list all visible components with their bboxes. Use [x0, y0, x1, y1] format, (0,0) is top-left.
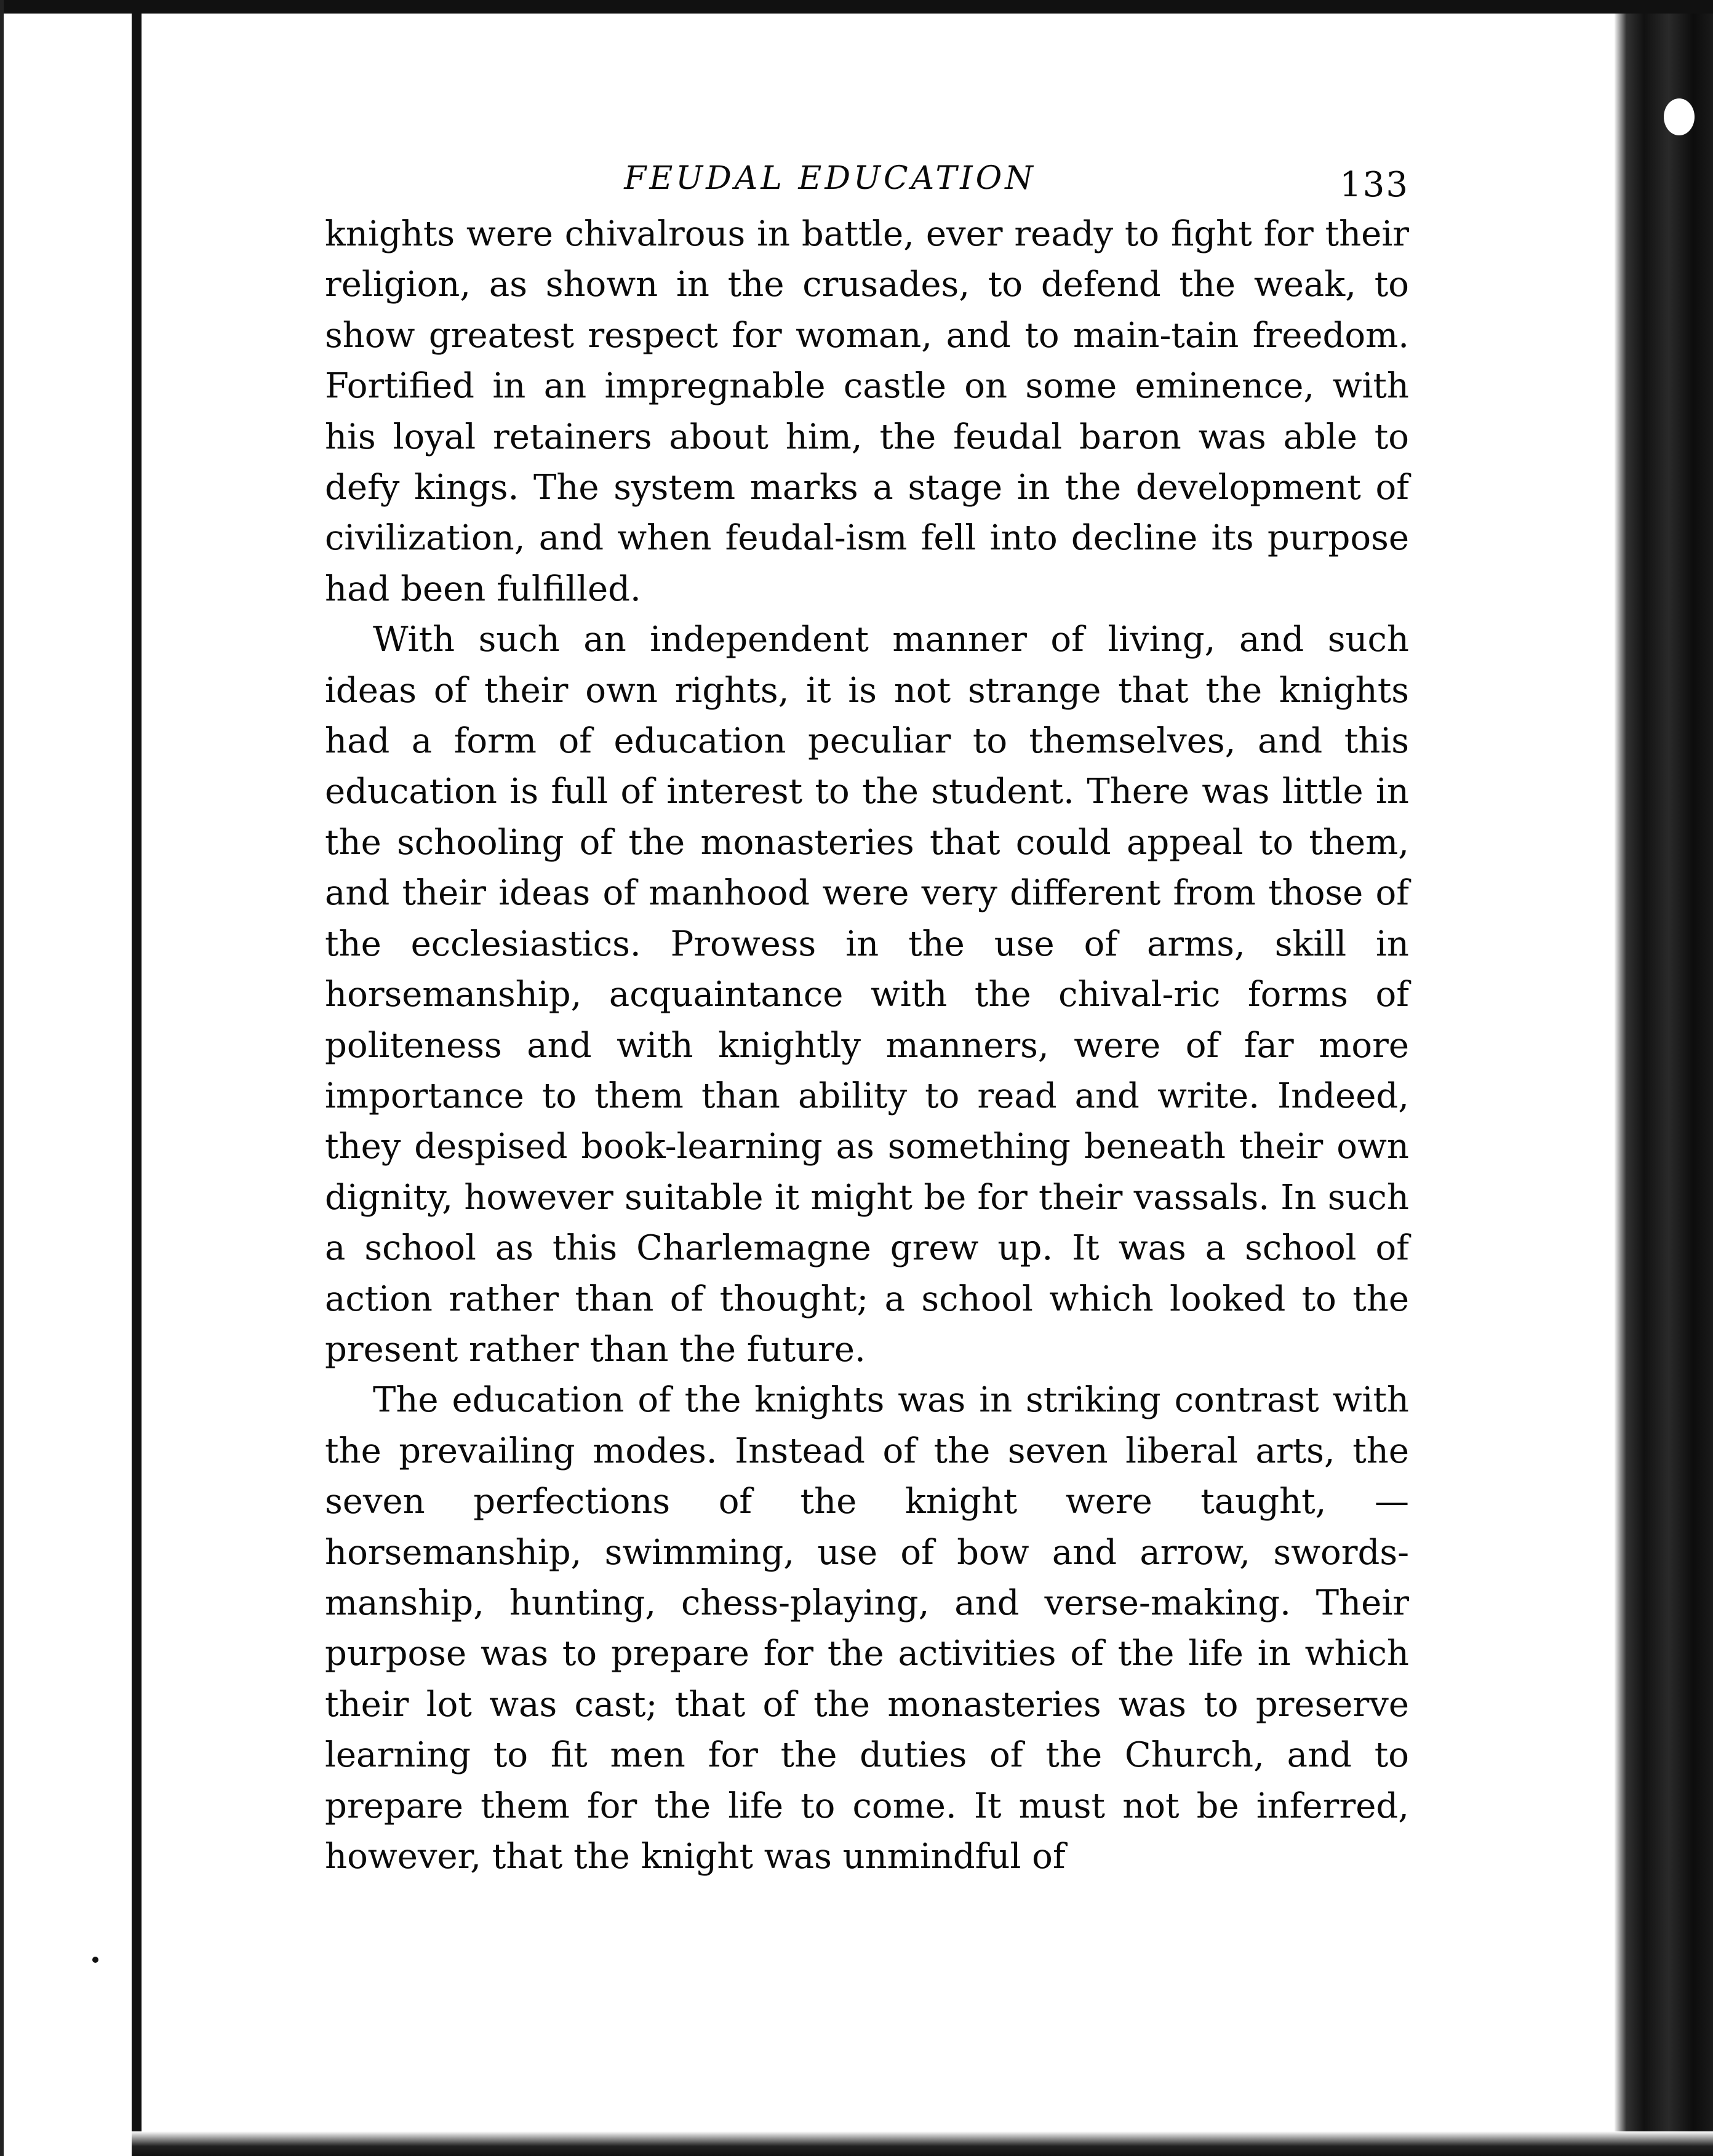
scan-binding-line [132, 0, 142, 2156]
scan-hole-mark [1664, 98, 1695, 135]
running-title: FEUDAL EDUCATION [624, 160, 1036, 197]
paragraph-1: knights were chivalrous in battle, ever ready to fight for their religion, as shown in the crusades, to defend the weak, to show greatest respect for woman, and to main-tain freedom. Fortified in an impregnable castle on some eminence, with his loyal retainers about him, the feudal baron was able to defy kings. The system marks a stage in the development of civilization, and when feudal-ism fell into decline its purpose had been fulfilled. [325, 214, 1409, 609]
stray-ink-dot [92, 1957, 98, 1963]
scan-top-edge [0, 0, 1713, 14]
paragraph-3: The education of the knights was in striking contrast with the prevailing modes. Instead of the seven liberal arts, the seven perfections of the knight were taught, — horsemanship, swimming, use of bow and arrow, swords-manship, hunting, chess-playing, and verse-making. Their purpose was to prepare for the activities of the life in which their lot was cast; that of the monasteries was to preserve learning to fit men for the duties of the Church, and to prepare them for the life to come. It must not be inferred, however, that the knight was unmindful of [325, 1380, 1409, 1877]
scan-left-edge [0, 0, 4, 2156]
book-page [325, 154, 1409, 1882]
page-number: 133 [1340, 165, 1409, 205]
scan-bottom-edge [132, 2131, 1713, 2156]
scan-right-edge [1615, 14, 1713, 2156]
body-text [325, 209, 1409, 1882]
paragraph-2: With such an independent manner of living, and such ideas of their own rights, it is not strange that the knights had a form of education peculiar to themselves, and this education is full of interest to the student. There was little in the schooling of the monasteries that could appeal to them, and their ideas of manhood were very different from those of the ecclesiastics. Prowess in the use of arms, skill in horsemanship, acquaintance with the chival-ric forms of politeness and with knightly manners, were of far more importance to them than ability to read and write. Indeed, they despised book-learning as something beneath their own dignity, however suitable it might be for their vassals. In such a school as this Charlemagne grew up. It was a school of action rather than of thought; a school which looked to the present rather than the future. [325, 620, 1409, 1370]
running-head [325, 154, 1409, 209]
